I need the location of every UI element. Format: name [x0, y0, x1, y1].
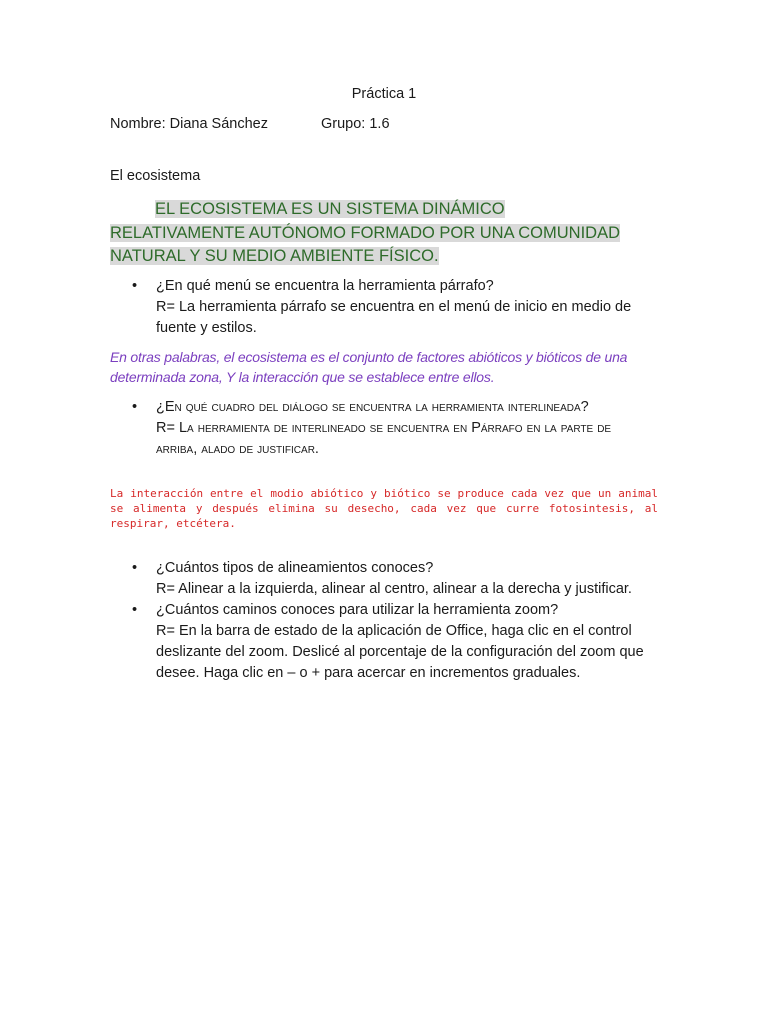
bullet-dot-icon: • — [132, 278, 138, 294]
list-item — [110, 276, 650, 339]
question-text: ¿Cuántos tipos de alineamientos conoces? — [156, 560, 434, 576]
answer-text: R= Alinear a la izquierda, alinear al centro, alinear a la derecha y justificar. — [156, 581, 632, 597]
question-list-2 — [110, 397, 650, 460]
answer-text: R= La herramienta de interlineado se encuentra en Párrafo en la parte de arriba, alado de justificar. — [156, 420, 612, 457]
list-item — [110, 600, 650, 684]
bullet-dot-icon: • — [132, 560, 138, 576]
question-list-3 — [110, 558, 650, 684]
highlighted-definition-text: EL ECOSISTEMA ES UN SISTEMA DINÁMICO RELATIVAMENTE AUTÓNOMO FORMADO POR UNA COMUNIDAD NATURAL Y SU MEDIO AMBIENTE FÍSICO. — [110, 200, 621, 265]
answer-text: R= En la barra de estado de la aplicación de Office, haga clic en el control deslizante del zoom. Deslicé al porcentaje de la configuración del zoom que desee. Haga clic en – o + para acercar en incrementos graduales. — [156, 623, 644, 681]
monospace-note: La interacción entre el modio abiótico y biótico se produce cada vez que un animal se alimenta y después elimina su desecho, cada vez que curre fotosintesis, al respirar, etcétera. — [110, 487, 658, 530]
document-title: Práctica 1 — [351, 86, 417, 102]
question-text: ¿Cuántos caminos conoces para utilizar la herramienta zoom? — [156, 602, 559, 618]
student-name: Nombre: Diana Sánchez — [110, 116, 268, 132]
list-item — [110, 397, 650, 460]
answer-text: R= La herramienta párrafo se encuentra en el menú de inicio en medio de fuente y estilos. — [156, 299, 632, 336]
list-item — [110, 558, 650, 600]
student-group: Grupo: 1.6 — [321, 116, 390, 132]
bullet-dot-icon: • — [132, 602, 138, 618]
ecosystem-definition — [110, 198, 640, 269]
bullet-dot-icon: • — [132, 399, 138, 415]
section-title: El ecosistema — [110, 168, 201, 184]
italic-note: En otras palabras, el ecosistema es el conjunto de factores abióticos y bióticos de una determinada zona, Y la interacción que se establece entre ellos. — [110, 349, 628, 385]
student-info-row — [110, 116, 390, 132]
question-text: ¿En qué menú se encuentra la herramienta párrafo? — [156, 278, 494, 294]
question-list-1 — [110, 276, 650, 339]
question-text: ¿En qué cuadro del diálogo se encuentra la herramienta interlineada? — [156, 399, 589, 415]
